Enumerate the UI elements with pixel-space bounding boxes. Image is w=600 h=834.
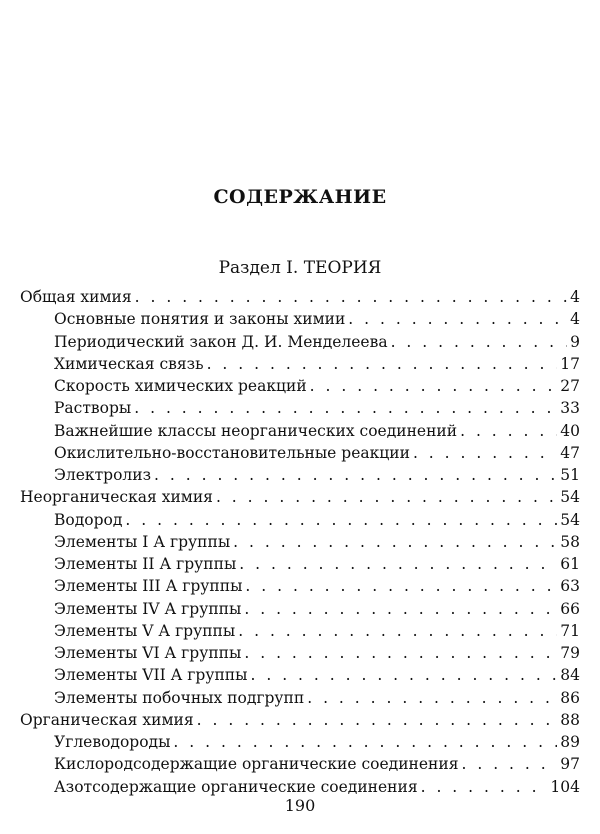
toc-entry-label: Основные понятия и законы химии — [54, 310, 346, 329]
dot-leader — [207, 353, 558, 375]
dot-leader — [173, 731, 557, 753]
toc-entry-page: 58 — [560, 532, 580, 551]
dot-leader — [310, 375, 558, 397]
toc-entry-label: Элементы IV А группы — [54, 599, 242, 618]
toc-entry-page: 104 — [550, 777, 580, 796]
toc-entry — [20, 531, 580, 553]
toc-entry-label: Элементы VII А группы — [54, 666, 248, 685]
toc-entry-page: 63 — [560, 577, 580, 596]
toc-entry-page: 97 — [560, 755, 580, 774]
toc-chapter-general-chemistry — [20, 286, 580, 308]
toc-entry — [20, 331, 580, 353]
toc-entry-label: Элементы III А группы — [54, 577, 243, 596]
toc-entry-label: Растворы — [54, 399, 132, 418]
toc-entry — [20, 442, 580, 464]
toc-entry-label: Электролиз — [54, 466, 152, 484]
page-number: 190 — [284, 796, 316, 815]
toc-entry — [20, 397, 580, 419]
toc-entry-page: 51 — [560, 466, 580, 484]
dot-leader — [421, 776, 548, 798]
toc-entry — [20, 509, 580, 531]
toc-entry-label: Азотсодержащие органические соединения — [54, 777, 418, 796]
toc-entry — [20, 620, 580, 642]
toc-entry-page: 89 — [560, 733, 580, 751]
toc-entry-page: 4 — [570, 310, 580, 329]
toc-entry-label: Водород — [54, 510, 123, 529]
section-title: Раздел I. ТЕОРИЯ — [218, 258, 382, 278]
toc-entry — [20, 464, 580, 486]
dot-leader — [238, 620, 557, 642]
toc-entry — [20, 375, 580, 397]
dot-leader — [307, 687, 557, 709]
toc-chapter-organic-chemistry — [20, 709, 580, 731]
dot-leader — [216, 486, 557, 508]
toc-entry-label: Неорганическая химия — [20, 488, 213, 507]
toc-entry-page: 84 — [560, 666, 580, 685]
toc-entry — [20, 420, 580, 442]
page-title: СОДЕРЖАНИЕ — [213, 186, 387, 208]
toc-entry-label: Элементы VI А группы — [54, 644, 242, 662]
toc-entry-label: Углеводороды — [54, 733, 171, 751]
toc-entry — [20, 776, 580, 798]
toc-entry-label: Элементы побочных подгрупп — [54, 688, 305, 707]
toc-entry-page: 88 — [560, 710, 580, 729]
toc-entry-label: Общая химия — [20, 288, 132, 306]
toc-entry — [20, 687, 580, 709]
table-of-contents — [20, 286, 580, 798]
dot-leader — [135, 286, 567, 308]
toc-entry-page: 17 — [560, 354, 580, 373]
dot-leader — [244, 642, 557, 664]
toc-entry-label: Кислородсодержащие органические соединения — [54, 755, 459, 774]
toc-entry-page: 61 — [560, 555, 580, 573]
dot-leader — [348, 308, 567, 330]
toc-entry-page: 27 — [560, 377, 580, 395]
dot-leader — [391, 331, 568, 353]
toc-entry-page: 54 — [560, 510, 580, 529]
toc-entry — [20, 664, 580, 686]
dot-leader — [250, 664, 557, 686]
dot-leader — [125, 509, 557, 531]
dot-leader — [245, 575, 557, 597]
toc-entry — [20, 308, 580, 330]
toc-entry-page: 4 — [570, 288, 580, 306]
dot-leader — [233, 531, 557, 553]
dot-leader — [244, 598, 557, 620]
dot-leader — [154, 464, 557, 486]
toc-entry-label: Скорость химических реакций — [54, 377, 307, 395]
toc-entry — [20, 353, 580, 375]
toc-entry-page: 66 — [560, 599, 580, 618]
toc-entry-label: Элементы V А группы — [54, 621, 236, 640]
toc-entry-label: Важнейшие классы неорганических соединений — [54, 421, 458, 440]
toc-entry-label: Органическая химия — [20, 710, 194, 729]
toc-entry-page: 86 — [560, 688, 580, 707]
toc-entry-page: 47 — [560, 443, 580, 462]
toc-entry — [20, 731, 580, 753]
toc-entry-label: Периодический закон Д. И. Менделеева — [54, 332, 388, 351]
toc-entry-page: 71 — [560, 621, 580, 640]
toc-entry — [20, 598, 580, 620]
toc-entry-label: Элементы I А группы — [54, 532, 231, 551]
dot-leader — [134, 397, 557, 419]
dot-leader — [461, 753, 557, 775]
toc-entry-page: 9 — [570, 332, 580, 351]
toc-entry-page: 33 — [560, 399, 580, 418]
dot-leader — [460, 420, 557, 442]
toc-entry — [20, 753, 580, 775]
dot-leader — [239, 553, 557, 575]
toc-entry-page: 54 — [560, 488, 580, 507]
dot-leader — [413, 442, 557, 464]
dot-leader — [197, 709, 558, 731]
toc-entry — [20, 553, 580, 575]
toc-entry-label: Окислительно-восстановительные реакции — [54, 443, 410, 462]
toc-entry-page: 79 — [560, 644, 580, 662]
toc-entry — [20, 575, 580, 597]
toc-entry-label: Химическая связь — [54, 354, 204, 373]
toc-entry-page: 40 — [560, 421, 580, 440]
toc-entry-label: Элементы II А группы — [54, 555, 237, 573]
toc-chapter-inorganic-chemistry — [20, 486, 580, 508]
toc-entry — [20, 642, 580, 664]
